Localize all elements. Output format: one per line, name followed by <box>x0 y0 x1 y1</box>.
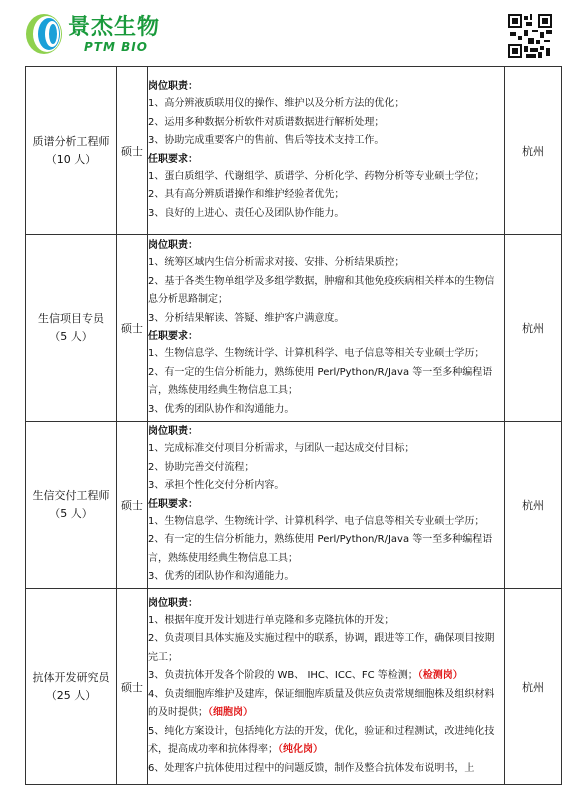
job-title-cell <box>26 235 117 422</box>
job-description <box>148 589 505 785</box>
job-degree: 硕士 <box>117 67 148 235</box>
job-row <box>26 235 562 422</box>
job-row <box>26 589 562 785</box>
duty-item <box>148 686 504 723</box>
job-location: 杭州 <box>505 589 562 785</box>
job-location: 杭州 <box>505 422 562 589</box>
duty-item <box>148 723 504 760</box>
job-degree: 硕士 <box>117 422 148 589</box>
job-description <box>148 422 505 589</box>
duty-text: 3、负责抗体开发各个阶段的 WB、 IHC、ICC、FC 等检测； <box>148 670 418 682</box>
requirements-label: 任职要求： <box>148 498 198 510</box>
job-degree: 硕士 <box>117 589 148 785</box>
job-description <box>148 67 505 235</box>
job-degree: 硕士 <box>117 235 148 422</box>
duty-item: 2、协助完善交付流程； <box>148 461 255 473</box>
company-logo-icon <box>24 12 64 56</box>
job-headcount: （10 人） <box>45 152 97 166</box>
duty-item: 3、分析结果解读、答疑、维护客户满意度。 <box>148 312 345 324</box>
requirement-item: 3、优秀的团队协作和沟通能力。 <box>148 403 295 415</box>
job-title: 质谱分析工程师 <box>32 134 110 148</box>
requirement-item: 3、良好的上进心、责任心及团队协作能力。 <box>148 207 345 219</box>
job-headcount: （25 人） <box>45 688 97 702</box>
position-tag: （纯化岗） <box>278 744 323 756</box>
requirement-item: 2、具有高分辨质谱操作和维护经验者优先； <box>148 189 345 200</box>
job-headcount: （5 人） <box>49 330 93 343</box>
duty-text: 5、纯化方案设计，包括纯化方法的开发，优化，验证和过程测试，改进纯化技术，提高成功率和抗体得率； <box>148 725 495 756</box>
requirement-item: 1、蛋白质组学、代谢组学、质谱学、分析化学、药物分析等专业硕士学位； <box>148 170 485 182</box>
requirement-item: 1、生物信息学、生物统计学、计算机科学、电子信息等相关专业硕士学历； <box>148 348 485 359</box>
duty-item: 2、运用多种数据分析软件对质谱数据进行解析处理； <box>148 116 385 128</box>
qr-code-icon <box>508 14 552 58</box>
job-row <box>26 422 562 589</box>
duties-label: 岗位职责： <box>148 240 198 251</box>
job-row <box>26 67 562 235</box>
duty-text: 4、负责细胞库维护及建库，保证细胞库质量及供应负责常规细胞株及组织材料的及时提供； <box>148 688 495 719</box>
position-tag: （检测岗） <box>417 670 463 682</box>
requirement-item: 2、有一定的生信分析能力，熟练使用 Perl/Python/R/Java 等一至多种编程语言，熟练使用经典生物信息工具； <box>148 366 493 396</box>
duty-item: 3、协助完成重要客户的售前、售后等技术支持工作。 <box>148 135 385 146</box>
duty-item: 2、基于各类生物单组学及多组学数据，肿瘤和其他免疫疾病相关样本的生物信息分析思路制定； <box>148 275 495 305</box>
job-location: 杭州 <box>505 67 562 235</box>
job-table <box>25 66 562 785</box>
job-title-cell <box>26 422 117 589</box>
job-headcount: （5 人） <box>49 507 93 520</box>
duty-item: 2、负责项目具体实施及实施过程中的联系，协调，跟进等工作，确保项目按期完工； <box>148 633 495 663</box>
duty-item: 1、统筹区域内生信分析需求对接、安排、分析结果质控； <box>148 257 405 268</box>
duty-item: 6、处理客户抗体使用过程中的问题反馈，制作及整合抗体发布说明书，上 <box>148 762 475 774</box>
duty-item: 1、根据年度开发计划进行单克隆和多克隆抗体的开发； <box>148 614 395 626</box>
brand-name-cn: 景杰生物 <box>68 15 161 40</box>
requirement-item: 2、有一定的生信分析能力，熟练使用 Perl/Python/R/Java 等一至多种编程语言，熟练使用经典生物信息工具； <box>148 534 493 564</box>
job-title: 生信项目专员 <box>38 312 104 325</box>
duty-item: 1、高分辨液质联用仪的操作、维护以及分析方法的优化； <box>148 98 405 109</box>
job-title: 生信交付工程师 <box>32 489 110 502</box>
duty-item: 3、承担个性化交付分析内容。 <box>148 480 285 492</box>
duty-item <box>148 667 504 686</box>
duty-item: 1、完成标准交付项目分析需求，与团队一起达成交付目标； <box>148 443 415 455</box>
position-tag: （细胞岗） <box>208 707 253 719</box>
job-location: 杭州 <box>505 235 562 422</box>
brand-name-en: PTM BIO <box>84 40 148 54</box>
requirements-label: 任职要求： <box>148 331 198 342</box>
duties-label: 岗位职责： <box>148 426 198 438</box>
duties-label: 岗位职责： <box>148 81 198 92</box>
job-description <box>148 235 505 422</box>
job-title-cell <box>26 589 117 785</box>
duties-label: 岗位职责： <box>148 597 198 609</box>
page-header <box>0 0 571 66</box>
requirement-item: 1、生物信息学、生物统计学、计算机科学、电子信息等相关专业硕士学历； <box>148 515 485 527</box>
requirements-label: 任职要求： <box>148 153 198 165</box>
job-title: 抗体开发研究员 <box>32 670 110 684</box>
job-title-cell <box>26 67 117 235</box>
requirement-item: 3、优秀的团队协作和沟通能力。 <box>148 571 295 583</box>
